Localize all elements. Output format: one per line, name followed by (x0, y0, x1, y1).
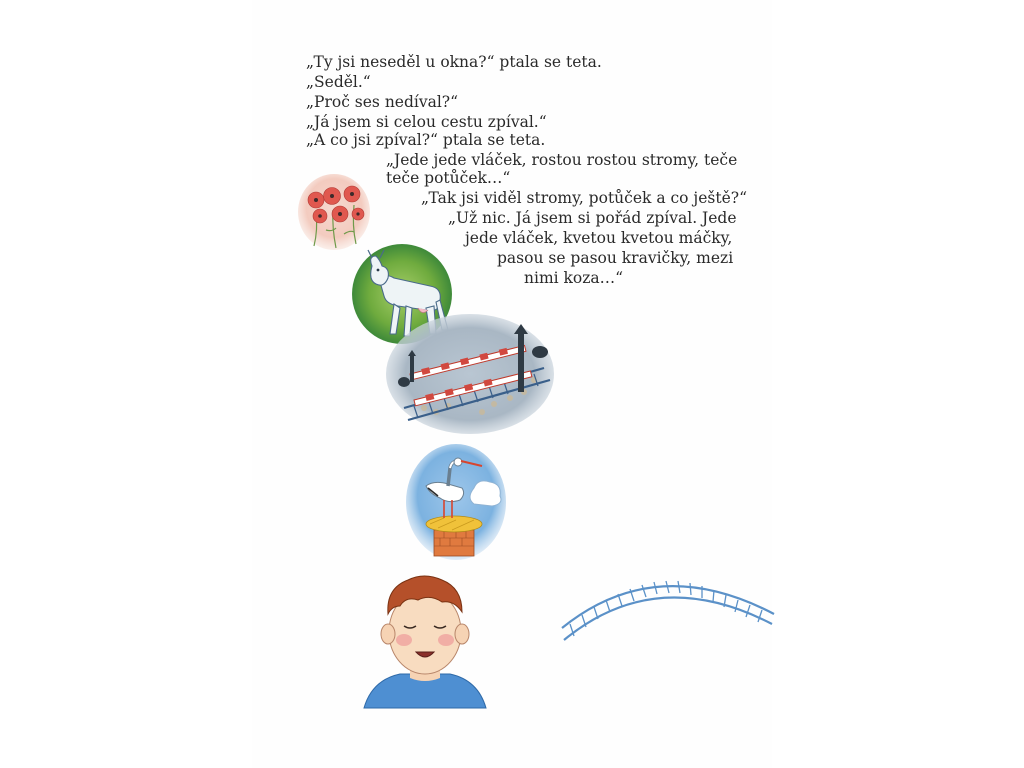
story-line-11: pasou se pasou kravičky, mezi (497, 249, 734, 267)
story-line-3: „Proč ses nedíval?“ (306, 93, 459, 111)
stork-on-chimney-illustration (404, 442, 508, 562)
story-line-2: „Seděl.“ (306, 73, 371, 91)
story-line-6: „Jede jede vláček, rostou rostou stromy, teče (386, 151, 738, 169)
singing-boy-illustration (362, 570, 488, 710)
story-line-10: jede vláček, kvetou kvetou máčky, (465, 229, 733, 247)
story-line-1: „Ty jsi neseděl u okna?“ ptala se teta. (306, 53, 602, 71)
poppy-flowers-illustration (296, 172, 376, 252)
story-line-12: nimi koza…“ (524, 269, 624, 287)
railway-track-illustration (556, 566, 780, 646)
story-line-9: „Už nic. Já jsem si pořád zpíval. Jede (448, 209, 737, 227)
story-line-7: teče potůček…“ (386, 169, 511, 187)
railway-crossing-illustration (384, 312, 556, 436)
story-line-8: „Tak jsi viděl stromy, potůček a co ještě?“ (421, 189, 747, 207)
story-line-4: „Já jsem si celou cestu zpíval.“ (306, 113, 547, 131)
story-line-5: „A co jsi zpíval?“ ptala se teta. (306, 131, 546, 149)
